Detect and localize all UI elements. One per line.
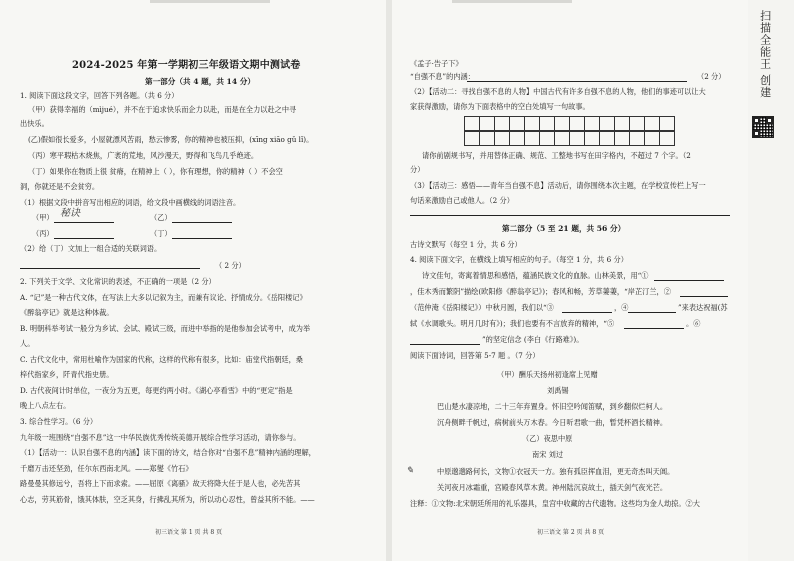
connotation-answer-line[interactable]: [467, 81, 687, 82]
page-footer: 初三语文 第 1 页 共 8 页: [155, 529, 223, 536]
writing-grid-row-1[interactable]: [464, 116, 674, 131]
blank-label-yi: （乙）: [150, 213, 172, 222]
scan-shadow: [150, 0, 270, 3]
answer-line-jia[interactable]: [54, 222, 114, 223]
score-note: （ 2 分）: [215, 261, 246, 270]
source-citation: 《孟子·告子下》: [410, 59, 463, 68]
blank-6[interactable]: [410, 344, 480, 345]
recitation-passage: 诗文佳句，寄寓着情思和感悟，蕴涵民族文化的血脉。山林美景，用“①: [422, 271, 649, 280]
activity-3: （3）【活动三：感悟——青年当自强不息】活动后，请你围绕本次主题，在学校宣传栏上写一: [410, 181, 706, 190]
page-footer: 初三语文 第 2 页 共 8 页: [537, 529, 605, 536]
activity-3-cont: 句话来激励自己或他人。（2 分）: [410, 196, 514, 205]
passage-line: （丁）如果你在物质上很 贫瘠，在精神上（ ），你有理想，你的精神（ ）不会空: [28, 167, 283, 176]
option-b: B. 明朝科举考试一般分为乡试、会试、殿试三级，而进中举指的是他参加会试考中，成为举: [20, 324, 311, 333]
recitation-passage: ”来表达祝福(苏: [678, 303, 728, 312]
poem-1-line: 巴山楚水凄凉地，二十三年弃置身。怀旧空吟闻笛赋，到乡翻似烂柯人。: [437, 402, 668, 411]
section-2-heading: 第二部分（5 至 21 题，共 56 分）: [502, 224, 626, 233]
recitation-passage: 轼《水调歌头。明月几时有》)；我们也要有不言放弃的精神，“⑤: [410, 319, 615, 328]
poem-2-author: 南宋 刘过: [532, 450, 564, 459]
recitation-heading: 古诗文默写（每空 1 分，共 6 分）: [410, 240, 522, 249]
poem-1-author: 刘禹锡: [547, 386, 569, 395]
section-1-heading: 第一部分（共 4 题，共 14 分）: [145, 77, 255, 86]
pen-mark-icon: ✎: [406, 466, 414, 476]
poem-2-title: （乙）夜思中原: [522, 434, 573, 443]
blank-label-bing: （丙）: [32, 229, 54, 238]
passage-line: （丙）寒平瑕枯木烧焦，广袤的荒地，风沙漫天，野得和飞鸟几乎绝迹。: [28, 151, 259, 160]
passage-line: (乙)假如很长爱多，小屋就漂风苦雨，愁云惨雾，你的精神也被压抑，(xīng xiāo gǔ lǐ)。: [28, 135, 314, 144]
writing-instruction: 请你前剧规书写，并用替体正确、规范、工整地书写在田字格内，不超过 7 个字。（2: [422, 151, 691, 160]
connotation-label: “自强不息”的内涵：: [410, 72, 475, 81]
poem-1-title: （甲）酬乐天扬州初逢席上见赠: [497, 370, 598, 379]
answer-line-bing[interactable]: [54, 238, 114, 239]
blank-label-ding: （丁）: [150, 229, 172, 238]
option-a: A. “记”是一种古代文体，在写法上大多以记叙为主，而兼有议论、抒情成分。《岳阳楼记》: [20, 293, 307, 302]
activity-1: （1）【活动一：认识自强不息的内涵】读下面的诗文，结合你对“自强不息”精神内涵的理解，: [20, 448, 316, 457]
quote-line: 心志，劳其筋骨，饿其体肤，空乏其身，行拂乱其所为，所以动心忍性，曾益其所不能。——: [20, 495, 315, 504]
passage-line: （甲）获得幸福的（mìjué），并不在于追求快乐而企力以赴，而是在全力以赴之中寻: [28, 105, 297, 114]
recitation-passage: ，佳木秀而繁阴”描绘(欧阳修《醉翁亭记》)；春风和畅，芳草萋萋，“岸芷汀兰，②: [410, 287, 671, 296]
blank-1[interactable]: [654, 280, 724, 281]
recitation-passage: ”的坚定信念 (李白《行路难》)。: [482, 335, 584, 344]
writing-grid-row-2[interactable]: [464, 131, 674, 146]
blank-5[interactable]: [624, 328, 684, 329]
answer-line-connectives[interactable]: [20, 268, 200, 269]
slogan-answer-line[interactable]: [410, 215, 730, 216]
annotation: 注释：①文物:北宋朝廷所用的礼乐器具，皇宫中收藏的古代遗物。这些均为金人劫掠。②大: [410, 499, 700, 508]
subquestion-1: （1）根据文段中拼音写出相应的词语，给文段中画横线的词语注音。: [20, 198, 241, 207]
option-b-cont: 人。: [20, 339, 35, 348]
quote-line: 千磨万击还坚劲，任尔东西南北风。——郑燮《竹石》: [20, 464, 193, 473]
poem-2-line: 关河夜月冰霜重，宫殿春风草木黄。神州陆沉哀故土，插天剑气夜光芒。: [437, 483, 668, 492]
handwritten-answer: 秘诀: [60, 208, 80, 219]
recitation-passage: ，④: [614, 303, 629, 312]
poem-2-line: 中原邈邈路何长，文物①衣冠天一方。独有孤臣挥血泪，更无奇杰叫天阊。: [437, 467, 675, 476]
quote-line: 路曼曼其修远兮，吾将上下而求索。——屈原《离骚》故天将降大任于是人也，必先苦其: [20, 479, 301, 488]
recitation-passage: 。⑥: [686, 319, 701, 328]
score-note: （2 分）: [697, 72, 726, 81]
reading-heading: 阅读下面诗词，回答第 5-7 题 。（7 分）: [410, 351, 540, 360]
blank-2[interactable]: [680, 296, 728, 297]
option-c: C. 古代文化中，常用杜喻作为国家的代称，这样的代称有很多，比如：庙堂代指朝廷，桑: [20, 355, 303, 364]
exam-page-1: [0, 0, 386, 561]
poem-1-line: 沉舟侧畔千帆过，病树前头万木春。今日听君歌一曲，暂凭杯酒长精神。: [437, 418, 668, 427]
answer-line-yi[interactable]: [172, 222, 232, 223]
question-2-stem: 2. 下列关于文学、文化常识的表述，不正确的一项是（2 分）: [20, 277, 216, 286]
option-d: D. 古代夜间计时单位，一夜分为五更，每更约两小时。《湖心亭看雪》中的“更定”指是: [20, 386, 293, 395]
blank-label-jia: （甲）: [32, 213, 54, 222]
question-4-stem: 4. 阅读下面文字，在横线上填写相应的句子。（每空 1 分，共 6 分）: [410, 255, 628, 264]
subquestion-2: （2）给（丁）文加上一组合适的关联词语。: [20, 244, 162, 253]
answer-line-ding[interactable]: [172, 238, 232, 239]
option-c-cont: 梓代指家乡，阡青代指史册。: [20, 370, 114, 379]
option-d-cont: 晚上八点左右。: [20, 401, 71, 410]
exam-title: 2024-2025 年第一学期初三年级语文期中测试卷: [72, 60, 301, 71]
question-3-intro: 九年级一班围绕“自强不息”这一中华民族优秀传统美德开展综合性学习活动，请你参与。: [20, 433, 301, 442]
blank-3[interactable]: [562, 312, 612, 313]
activity-2-cont: 家获得激励，请你为下面表格中的空白处填写一句故事。: [410, 102, 590, 111]
blank-4[interactable]: [628, 312, 676, 313]
qr-code-icon: [752, 116, 774, 138]
exam-page-2: [392, 0, 748, 561]
passage-line: 洞，你就还是不会贫穷。: [20, 182, 100, 191]
activity-2: （2）【活动二：寻找自强不息的人物】中国古代有许多自强不息的人物，他们的事迹可以让大: [410, 87, 706, 96]
option-a-cont: 《醉翁亭记》就是这种体裁。: [20, 308, 114, 317]
question-1-stem: 1. 阅读下面这段文字，回答下列各题。（共 6 分）: [20, 91, 179, 100]
writing-instruction-cont: 分）: [410, 165, 425, 174]
question-3-stem: 3. 综合性学习。（6 分）: [20, 417, 98, 426]
passage-line: 出快乐。: [20, 119, 49, 128]
recitation-passage: （范仲淹《岳阳楼记》）中秋月圆，我们以“③: [410, 303, 554, 312]
scan-shadow: [452, 0, 572, 3]
scanner-watermark: 扫描全能王 创建: [758, 10, 772, 99]
